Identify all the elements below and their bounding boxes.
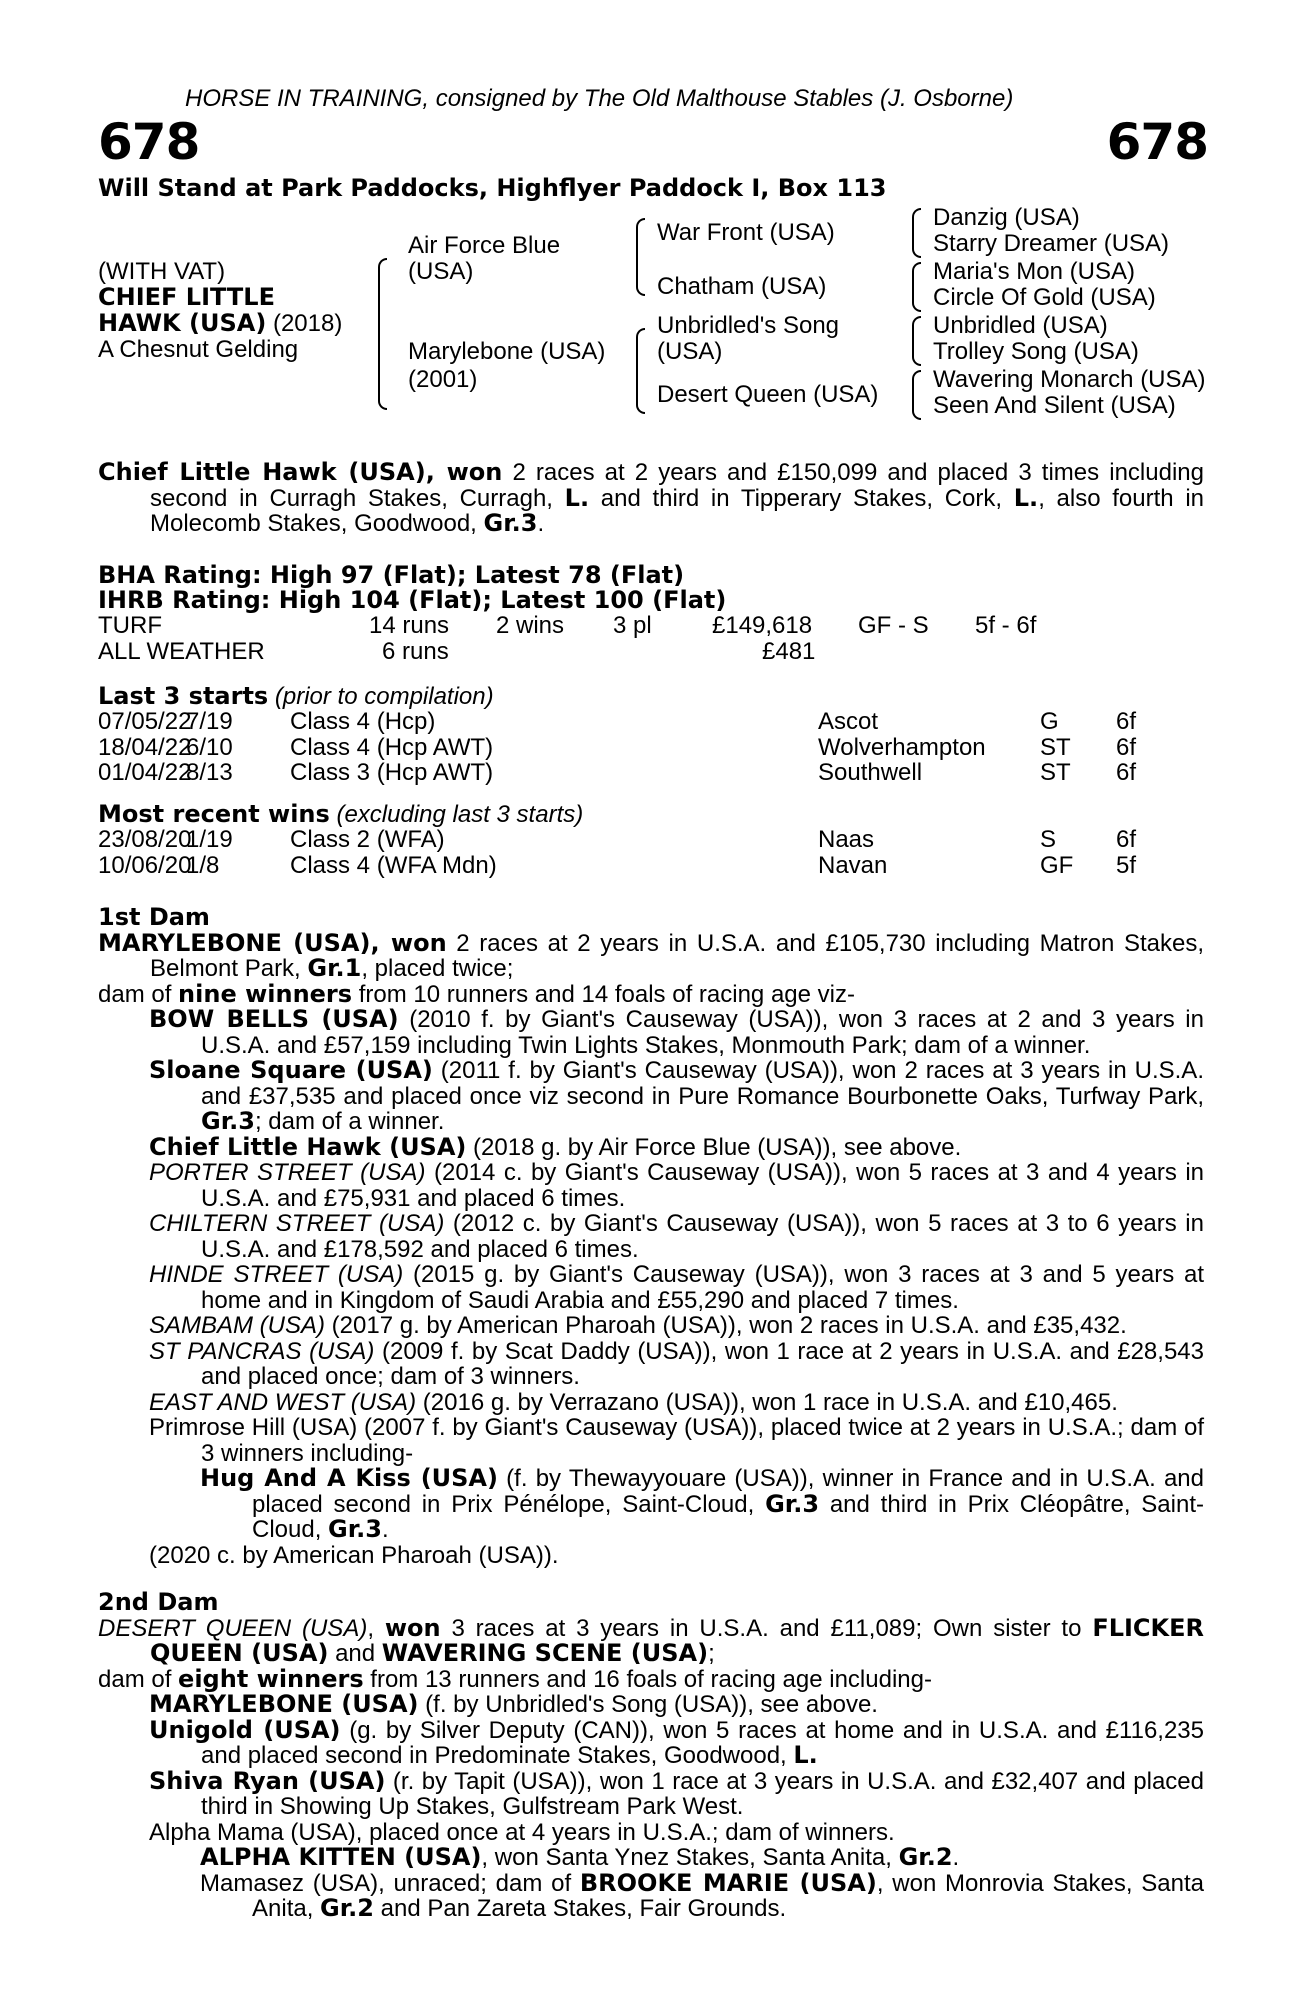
sire-country: (USA) (408, 258, 474, 285)
ss-dam: Starry Dreamer (USA) (933, 230, 1170, 257)
offspring-entry: ST PANCRAS (USA) (2009 f. by Scat Daddy (USA)), won 1 race at 2 years in U.S.A. and £28,543 and placed once; dam of 3 winners. (149, 1337, 1204, 1390)
grand-offspring-entry: Hug And A Kiss (USA) (f. by Thewayyouare (USA)), winner in France and in U.S.A. and placed second in Prix Pénélope, Saint-Cloud, Gr.3 and third in Prix Cléopâtre, Saint-Cloud, Gr.3. (200, 1464, 1204, 1543)
sire: Air Force Blue (408, 232, 561, 259)
summary-grade: Gr.3 (483, 509, 538, 537)
offspring-entry: HINDE STREET (USA) (2015 g. by Giant's Causeway (USA)), won 3 races at 3 and 5 years at home and in Kingdom of Saudi Arabia and £55,290 and placed 7 times. (149, 1261, 1204, 1314)
race-pos: 7/19 (186, 708, 233, 735)
offspring-entry: EAST AND WEST (USA) (2016 g. by Verrazano (USA)), won 1 race in U.S.A. and £10,465. (149, 1388, 1118, 1416)
dam-sire: Unbridled's Song (657, 312, 840, 339)
horse-name-line1: CHIEF LITTLE (98, 283, 275, 311)
race-cls: Class 4 (Hcp AWT) (290, 733, 494, 761)
offspring-entry: BOW BELLS (USA) (2010 f. by Giant's Causeway (USA)), won 3 races at 2 and 3 years in U.S.A. and £57,159 including Twin Lights Stakes, Monmouth Park; dam of a winner. (149, 1005, 1204, 1059)
race-pos: 1/19 (186, 826, 233, 853)
pedigree-brace (912, 316, 921, 366)
sd-dam: Circle Of Gold (USA) (933, 284, 1156, 311)
dd-sire: Wavering Monarch (USA) (933, 366, 1206, 393)
last-starts-heading: Last 3 starts (prior to compilation) (98, 682, 494, 710)
second-dam-heading: 2nd Dam (98, 1588, 219, 1616)
summary-listed-2: L. (1013, 483, 1039, 512)
race-date: 10/06/20 (98, 851, 192, 879)
race-dist: 6f (1116, 708, 1137, 735)
race-course: Wolverhampton (818, 733, 986, 761)
sire-sire: War Front (USA) (657, 219, 835, 246)
offspring-entry: Unigold (USA) (g. by Silver Deputy (CAN)), won 5 races at home and in U.S.A. and £116,235 and placed second in Predominate Stakes, Goodwood, L. (149, 1715, 1205, 1769)
horse-name-line2 (98, 311, 342, 337)
race-date: 23/08/20 (98, 826, 192, 853)
dam: Marylebone (USA) (408, 338, 606, 365)
offspring-entry: CHILTERN STREET (USA) (2012 c. by Giant's Causeway (USA)), won 5 races at 3 to 6 years in U.S.A. and £178,592 and placed 6 times. (149, 1210, 1204, 1263)
horse-name: HAWK (USA) (98, 309, 267, 337)
offspring-entry: MARYLEBONE (USA) (f. by Unbridled's Song (USA)), see above. (149, 1690, 878, 1718)
offspring-entry: Chief Little Hawk (USA) (2018 g. by Air Force Blue (USA)), see above. (149, 1132, 962, 1161)
race-date: 01/04/22 (98, 759, 192, 786)
dd-dam: Seen And Silent (USA) (933, 392, 1176, 419)
horse-year: (2018) (266, 310, 343, 337)
race-pos: 1/8 (186, 851, 220, 879)
grand-offspring-entry: Mamasez (USA), unraced; dam of BROOKE MARIE (USA), won Monrovia Stakes, Santa Anita, Gr.2 and Pan Zareta Stakes, Fair Grounds. (200, 1868, 1204, 1922)
pedigree-brace (636, 218, 645, 296)
aw-label: ALL WEATHER (98, 638, 265, 665)
race-dist: 6f (1116, 733, 1137, 761)
race-dist: 5f (1116, 851, 1137, 879)
bha-rating: BHA Rating: High 97 (Flat); Latest 78 (Flat) (98, 561, 685, 589)
summary-text-4: . (537, 510, 545, 537)
offspring-entry: Alpha Mama (USA), placed once at 4 years in U.S.A.; dam of winners. (149, 1818, 895, 1846)
race-course: Naas (818, 826, 875, 853)
summary-text-3: , also fourth in Molecomb Stakes, Goodwood, (150, 484, 1205, 537)
grand-offspring-entry: ALPHA KITTEN (USA), won Santa Ynez Stakes, Santa Anita, Gr.2. (200, 1843, 960, 1871)
sire-dam: Chatham (USA) (657, 273, 827, 300)
location-line: Will Stand at Park Paddocks, Highflyer Paddock I, Box 113 (98, 174, 887, 202)
race-going: ST (1040, 759, 1071, 786)
dam-year: (2001) (408, 366, 478, 393)
turf-distance: 5f - 6f (975, 612, 1037, 639)
turf-going: GF - S (858, 612, 929, 639)
pedigree-brace (378, 258, 387, 410)
offspring-entry: (2020 c. by American Pharoah (USA)). (149, 1541, 559, 1569)
offspring-entry: SAMBAM (USA) (2017 g. by American Pharoah (USA)), won 2 races in U.S.A. and £35,432. (149, 1312, 1127, 1339)
pedigree-brace (636, 328, 645, 414)
summary-won: won (446, 458, 503, 486)
race-dist: 6f (1116, 826, 1137, 853)
race-going: ST (1040, 733, 1071, 761)
pedigree-brace (912, 262, 921, 312)
summary-text-1: 2 races at 2 years and £150,099 and placed 3 times including second in Curragh Stakes, Curragh, (150, 459, 1204, 512)
offspring-entry: Shiva Ryan (USA) (r. by Tapit (USA)), won 1 race at 3 years in U.S.A. and £32,407 and placed third in Showing Up Stakes, Gulfstream Park West. (149, 1766, 1204, 1820)
dam-sire-country: (USA) (657, 338, 723, 365)
first-dam-section: 1st Dam MARYLEBONE (USA), won 2 races at 2 years in U.S.A. and £105,730 including Matron Stakes, Belmont Park, Gr.1, placed twice; dam of nine winners from 10 runners and 14 foals of racing age viz- BOW BELLS (USA) (2010 f. by Giant's Causeway (USA)), won 3 races at 2 and 3 years in U.S.A. and £57,159 including Twin Lights Stakes, Monmouth Park; dam of a winner. Sloane Square (USA) (2011 f. by Giant's Causeway (USA)), won 2 races at 3 years in U.S.A. and £37,535 and placed once viz second in Pure Romance Bourbonette Oaks, Turfway Park, Gr.3; dam of a winner. Chief Little Hawk (USA) (2018 g. by Air Force Blue (USA)), see above. PORTER STREET (USA) (2014 c. by Giant's Causeway (USA)), won 5 races at 3 and 4 years in U.S.A. and £75,931 and placed 6 times. CHILTERN STREET (USA) (2012 c. by Giant's Causeway (USA)), won 5 races at 3 to 6 years in U.S.A. and £178,592 and placed 6 times. HINDE STREET (USA) (2015 g. by Giant's Causeway (USA)), won 3 races at 3 and 5 years at home and in Kingdom of Saudi Arabia and £55,290 and placed 7 times. SAMBAM (USA) (2017 g. by American Pharoah (USA)), won 2 races in U.S.A. and £35,432. ST PANCRAS (USA) (2009 f. by Scat Daddy (USA)), won 1 race at 2 years in U.S.A. and £28,543 and placed once; dam of 3 winners. EAST AND WEST (USA) (2016 g. by Verrazano (USA)), won 1 race in U.S.A. and £10,465. Primrose Hill (USA) (2007 f. by Giant's Causeway (USA)), placed twice at 2 years in U.S.A.; dam of 3 winners including- Hug And A Kiss (USA) (f. by Thewayyouare (USA)), winner in France and in U.S.A. and placed second in Prix Pénélope, Saint-Cloud, Gr.3 and third in Prix Cléopâtre, Saint-Cloud, Gr.3. (2020 c. by American Pharoah (USA)). (98, 903, 1205, 1569)
ss-sire: Danzig (USA) (933, 204, 1080, 231)
turf-wins: 2 wins (496, 612, 565, 639)
ihrb-rating: IHRB Rating: High 104 (Flat); Latest 100 (Flat) (98, 586, 727, 614)
race-going: S (1040, 826, 1057, 853)
race-course: Navan (818, 851, 888, 879)
first-dam-heading: 1st Dam (98, 903, 210, 931)
turf-prize: £149,618 (712, 612, 813, 639)
aw-runs: 6 runs (382, 638, 449, 665)
race-cls: Class 4 (WFA Mdn) (290, 851, 497, 879)
turf-runs: 14 runs (369, 612, 450, 639)
race-going: GF (1040, 851, 1074, 879)
race-cls: Class 2 (WFA) (290, 826, 445, 853)
summary-text-2: and third in Tipperary Stakes, Cork, (589, 484, 1014, 512)
summary-listed-1: L. (564, 483, 590, 512)
offspring-entry: Primrose Hill (USA) (2007 f. by Giant's Causeway (USA)), placed twice at 2 years in U.S.A.; dam of 3 winners including- (149, 1414, 1204, 1467)
lot-number-left: 678 (98, 113, 200, 171)
second-dam-section: 2nd Dam DESERT QUEEN (USA), won 3 races at 3 years in U.S.A. and £11,089; Own sister to FLICKER QUEEN (USA) and WAVERING SCENE (USA); dam of eight winners from 13 runners and 16 foals of racing age including- MARYLEBONE (USA) (f. by Unbridled's Song (USA)), see above. Unigold (USA) (g. by Silver Deputy (CAN)), won 5 races at home and in U.S.A. and £116,235 and placed second in Predominate Stakes, Goodwood, L. Shiva Ryan (USA) (r. by Tapit (USA)), won 1 race at 3 years in U.S.A. and £32,407 and placed third in Showing Up Stakes, Gulfstream Park West. Alpha Mama (USA), placed once at 4 years in U.S.A.; dam of winners. ALPHA KITTEN (USA), won Santa Ynez Stakes, Santa Anita, Gr.2. Mamasez (USA), unraced; dam of BROOKE MARIE (USA), won Monrovia Stakes, Santa Anita, Gr.2 and Pan Zareta Stakes, Fair Grounds. (98, 1588, 1205, 1922)
horse-description: A Chesnut Gelding (98, 336, 299, 363)
dam-dam: Desert Queen (USA) (657, 381, 879, 408)
race-going: G (1040, 708, 1059, 735)
race-summary: Chief Little Hawk (USA), won 2 races at 2 years and £150,099 and placed 3 times including second in Curragh Stakes, Curragh, L. and third in Tipperary Stakes, Cork, L., also fourth in Molecomb Stakes, Goodwood, Gr.3. (98, 458, 1205, 537)
offspring-entry: Sloane Square (USA) (2011 f. by Giant's Causeway (USA)), won 2 races at 3 years in U.S.A. and £37,535 and placed once viz second in Pure Romance Bourbonette Oaks, Turfway Park, Gr.3; dam of a winner. (149, 1056, 1204, 1135)
consignor-line: HORSE IN TRAINING, consigned by The Old Malthouse Stables (J. Osborne) (185, 85, 1014, 112)
race-pos: 8/13 (186, 759, 233, 786)
ds-sire: Unbridled (USA) (933, 312, 1108, 339)
race-pos: 6/10 (186, 733, 233, 761)
race-course: Southwell (818, 759, 923, 786)
turf-placed: 3 pl (613, 612, 652, 639)
race-date: 07/05/22 (98, 708, 192, 735)
turf-label: TURF (98, 612, 162, 639)
race-cls: Class 3 (Hcp AWT) (290, 759, 494, 786)
race-cls: Class 4 (Hcp) (290, 708, 436, 735)
race-date: 18/04/22 (98, 733, 192, 761)
ds-dam: Trolley Song (USA) (933, 338, 1139, 365)
sd-sire: Maria's Mon (USA) (933, 258, 1135, 285)
aw-prize: £481 (762, 638, 816, 665)
pedigree-brace (912, 370, 921, 420)
vat-note: (WITH VAT) (98, 258, 226, 285)
lot-number-right: 678 (1106, 113, 1208, 171)
offspring-entry: PORTER STREET (USA) (2014 c. by Giant's Causeway (USA)), won 5 races at 3 and 4 years in U.S.A. and £75,931 and placed 6 times. (149, 1159, 1205, 1212)
race-dist: 6f (1116, 759, 1137, 786)
summary-horse: Chief Little Hawk (USA) (98, 458, 426, 486)
race-course: Ascot (818, 708, 879, 735)
recent-wins-heading: Most recent wins (excluding last 3 starts) (98, 800, 584, 828)
pedigree-brace (912, 208, 921, 258)
